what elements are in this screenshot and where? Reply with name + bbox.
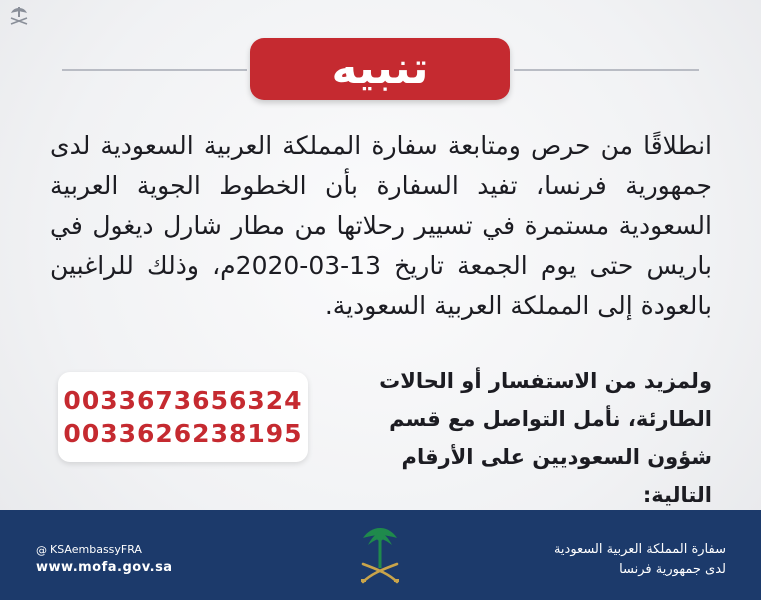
- embassy-name: [500, 540, 726, 580]
- twitter-handle[interactable]: KSAembassyFRA: [50, 543, 142, 556]
- embassy-name-line1: سفارة المملكة العربية السعودية: [553, 542, 726, 557]
- phone-number[interactable]: 0033626238195: [63, 419, 303, 448]
- corner-emblem-icon: [8, 6, 30, 26]
- page-title: تنبيه: [331, 43, 429, 94]
- notice-body: انطلاقًا من حرص ومتابعة سفارة المملكة العربية السعودية لدى جمهورية فرنسا، تفيد السفارة بأن الخطوط الجوية العربية السعودية مستمرة في تسيير رحلاتها من مطار شارل ديغول في باريس حتى يوم الجمعة تاريخ 13-03-2020م، وذلك للراغبين بالعودة إلى المملكة العربية السعودية.: [50, 131, 712, 320]
- embassy-name-line2: لدى جمهورية فرنسا: [619, 562, 726, 577]
- footer-links: [36, 542, 173, 578]
- title-divider-right: [514, 69, 699, 71]
- title-divider-left: [62, 69, 247, 71]
- phone-numbers-box: [58, 372, 308, 462]
- at-icon: @: [36, 543, 47, 557]
- saudi-emblem-icon: [357, 524, 403, 588]
- contact-instructions: ولمزيد من الاستفسار أو الحالات الطارئة، نأمل التواصل مع قسم شؤون السعوديين على الأرقام التالية:: [379, 369, 712, 507]
- phone-number[interactable]: 0033673656324: [63, 386, 303, 415]
- website-link[interactable]: www.mofa.gov.sa: [36, 560, 173, 575]
- title-badge: [250, 38, 510, 100]
